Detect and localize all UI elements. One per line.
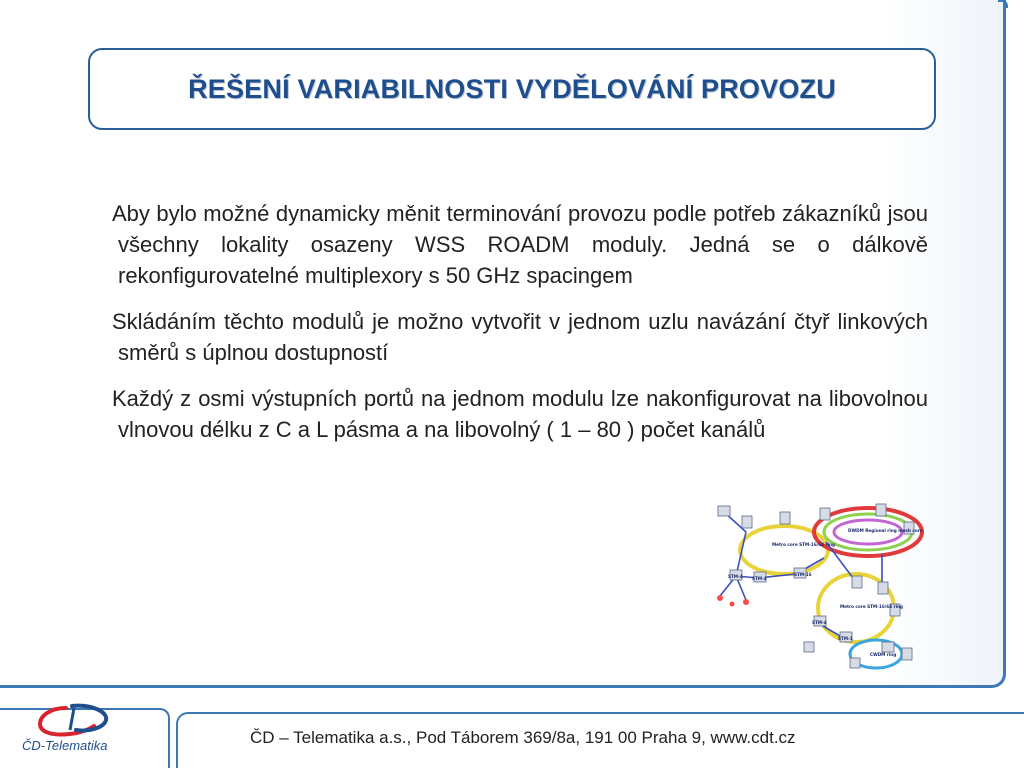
diagram-label-dwdm: DWDM Regional ring mesh core	[848, 528, 923, 533]
paragraph-3: Každý z osmi výstupních portů na jednom modulu lze nakonfigurovat na libovolnou vlnovou délku z C a L pásma a na libovolný ( 1 – 80 ) počet kanálů	[112, 386, 928, 442]
cd-telematika-logo-icon	[36, 702, 112, 738]
diagram-label-metro-right: Metro core STM-16/64 ring	[840, 604, 904, 609]
network-diagram-image	[706, 492, 930, 676]
diagram-label-stm4-c: STM-4	[812, 620, 827, 625]
slide-content	[112, 198, 928, 460]
diagram-label-stm16: STM-16	[794, 572, 812, 577]
paragraph-1: Aby bylo možné dynamicky měnit terminování provozu podle potřeb zákazníků jsou všechny lokality osazeny WSS ROADM moduly. Jedná se o dálkově rekonfigurovatelné multiplexory s 50 GHz spacingem	[112, 201, 928, 288]
frame-corner	[998, 0, 1008, 8]
paragraph-2: Skládáním těchto modulů je možno vytvořit v jednom uzlu navázání čtyř linkových směrů s úplnou dostupností	[112, 309, 928, 365]
title-box	[88, 48, 936, 130]
footer-address: ČD – Telematika a.s., Pod Táborem 369/8a, 191 00 Praha 9, www.cdt.cz	[250, 728, 796, 747]
slide-title: ŘEŠENÍ VARIABILNOSTI VYDĚLOVÁNÍ PROVOZU	[188, 73, 836, 104]
diagram-label-metro-left: Metro core STM-16/64 ring	[772, 542, 836, 547]
diagram-label-stm1: STM-1	[838, 636, 853, 641]
diagram-label-cwdm: CWDM ring	[870, 652, 897, 657]
diagram-label-stm4-b: STM-4	[752, 576, 767, 581]
diagram-label-stm4-a: STM-4	[728, 574, 743, 579]
logo-text: ČD-Telematika	[22, 738, 108, 753]
